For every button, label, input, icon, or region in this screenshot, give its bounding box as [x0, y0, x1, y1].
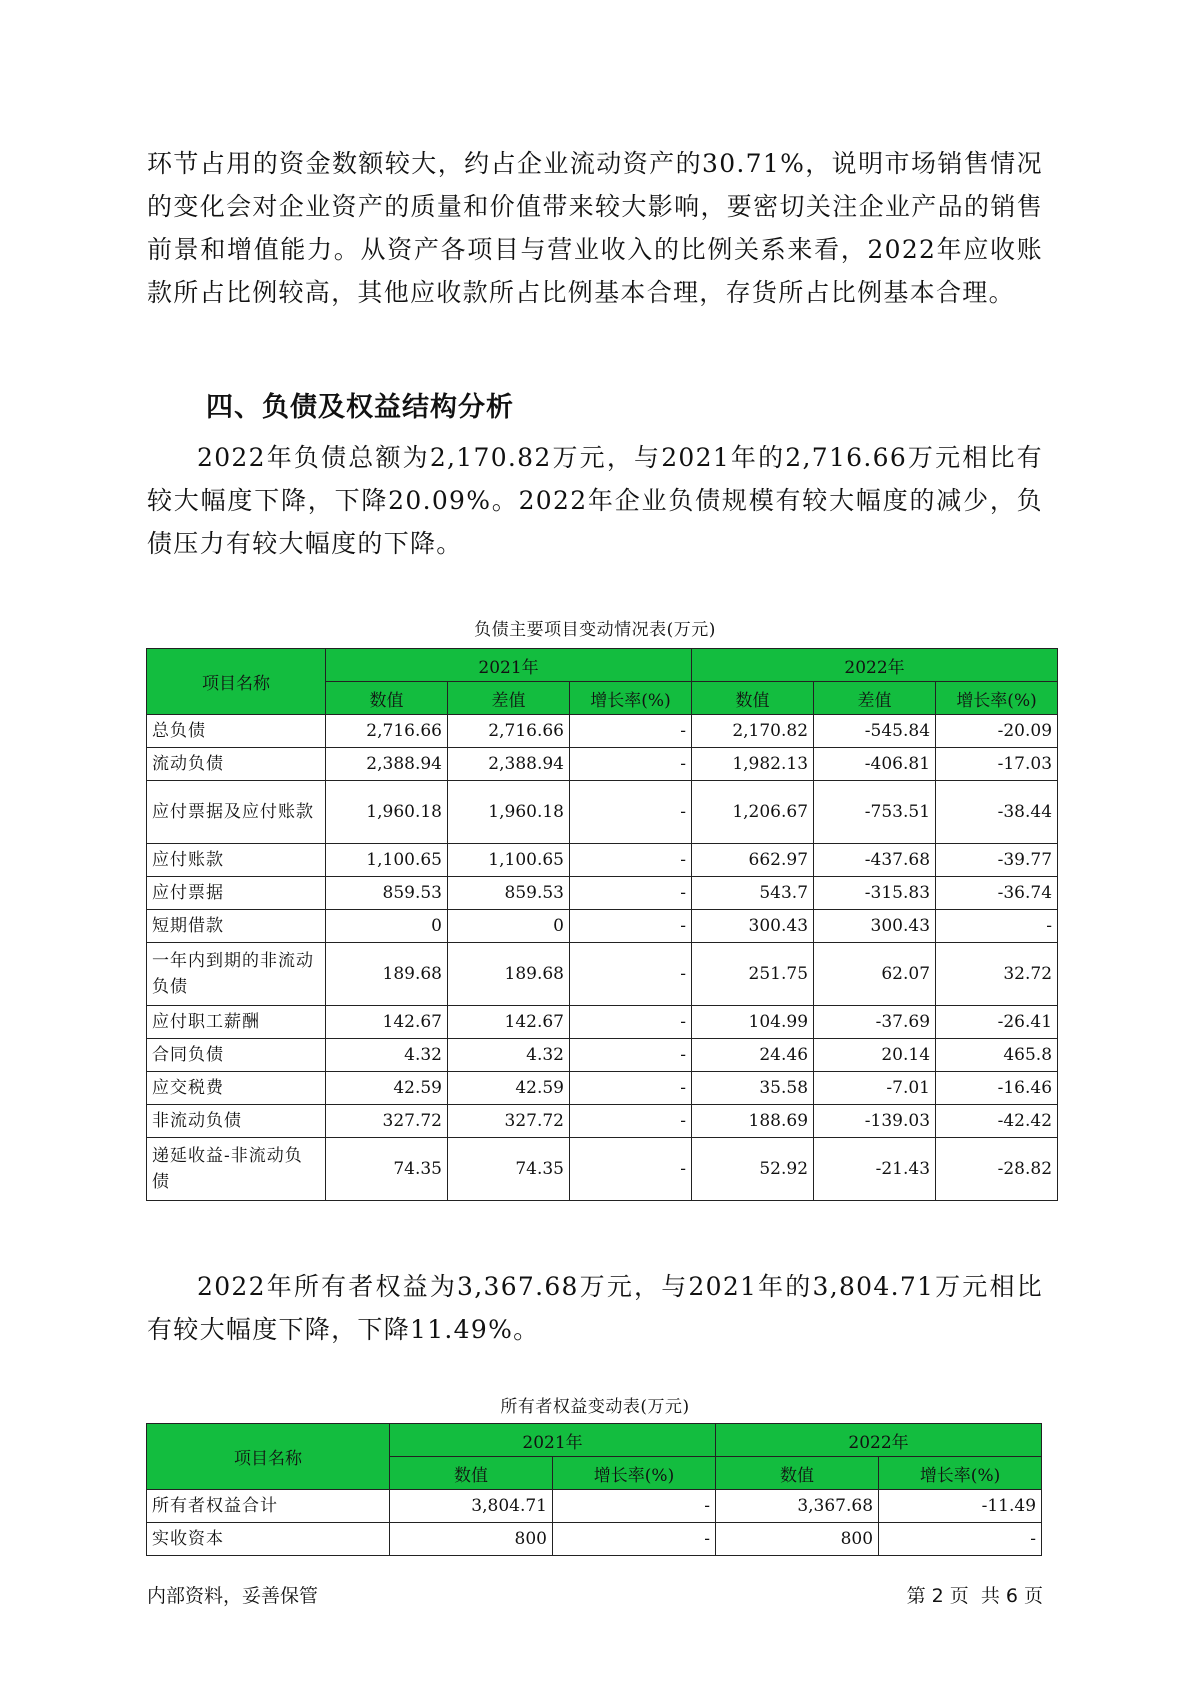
cell-diff-2022: -37.69 [814, 1006, 936, 1039]
cell-value-2022: 104.99 [692, 1006, 814, 1039]
cell-rate-2021: - [570, 943, 692, 1006]
cell-value-2022: 2,170.82 [692, 715, 814, 748]
equity-paragraph: 2022年所有者权益为3,367.68万元，与2021年的3,804.71万元相比有较大幅度下降，下降11.49%。 [147, 1272, 1043, 1344]
cell-rate-2021: - [570, 1138, 692, 1201]
header-value-2022: 数值 [716, 1457, 879, 1490]
cell-value-2022: 543.7 [692, 877, 814, 910]
cell-value-2022: 662.97 [692, 844, 814, 877]
cell-rate-2021: - [570, 844, 692, 877]
row-name: 应付账款 [147, 844, 326, 877]
cell-value-2021: 189.68 [326, 943, 448, 1006]
header-rate-2021: 增长率(%) [553, 1457, 716, 1490]
cell-diff-2022: -753.51 [814, 781, 936, 844]
header-item-name: 项目名称 [147, 649, 326, 715]
cell-diff-2021: 74.35 [448, 1138, 570, 1201]
table-row [147, 781, 1058, 844]
cell-diff-2021: 327.72 [448, 1105, 570, 1138]
header-value-2022: 数值 [692, 682, 814, 715]
header-diff-2021: 差值 [448, 682, 570, 715]
cell-value-2022: 188.69 [692, 1105, 814, 1138]
cell-value-2022: 3,367.68 [716, 1490, 879, 1523]
row-name: 短期借款 [147, 910, 326, 943]
header-year-2022: 2022年 [692, 649, 1058, 682]
cell-value-2022: 1,206.67 [692, 781, 814, 844]
equity-table-caption: 所有者权益变动表(万元) [500, 1397, 690, 1417]
cell-value-2021: 74.35 [326, 1138, 448, 1201]
header-rate-2022: 增长率(%) [879, 1457, 1042, 1490]
cell-value-2021: 1,960.18 [326, 781, 448, 844]
cell-rate-2022: -20.09 [936, 715, 1058, 748]
cell-rate-2021: - [570, 910, 692, 943]
cell-rate-2021: - [570, 748, 692, 781]
cell-value-2022: 24.46 [692, 1039, 814, 1072]
row-name: 流动负债 [147, 748, 326, 781]
table-row [147, 1039, 1058, 1072]
cell-value-2021: 1,100.65 [326, 844, 448, 877]
header-year-2021: 2021年 [390, 1424, 716, 1457]
row-name: 递延收益-非流动负债 [147, 1138, 326, 1201]
row-name: 应付票据及应付账款 [147, 781, 326, 844]
cell-diff-2021: 1,960.18 [448, 781, 570, 844]
row-name: 总负债 [147, 715, 326, 748]
cell-diff-2022: -139.03 [814, 1105, 936, 1138]
row-name: 应付职工薪酬 [147, 1006, 326, 1039]
cell-rate-2021: - [570, 1039, 692, 1072]
cell-diff-2021: 42.59 [448, 1072, 570, 1105]
table-row [147, 1490, 1042, 1523]
cell-value-2021: 2,388.94 [326, 748, 448, 781]
cell-value-2022: 52.92 [692, 1138, 814, 1201]
cell-rate-2021: - [570, 1072, 692, 1105]
liability-paragraph: 2022年负债总额为2,170.82万元，与2021年的2,716.66万元相比有较大幅度下降，下降20.09%。2022年企业负债规模有较大幅度的减少，负债压力有较大幅度的下降。 [147, 443, 1043, 558]
cell-diff-2022: -7.01 [814, 1072, 936, 1105]
header-value-2021: 数值 [390, 1457, 553, 1490]
cell-diff-2022: 62.07 [814, 943, 936, 1006]
cell-rate-2022: -17.03 [936, 748, 1058, 781]
row-name: 应付票据 [147, 877, 326, 910]
cell-diff-2021: 142.67 [448, 1006, 570, 1039]
cell-rate-2021: - [570, 715, 692, 748]
equity-table [146, 1423, 1042, 1556]
header-rate-2022: 增长率(%) [936, 682, 1058, 715]
liability-table [146, 648, 1058, 1201]
cell-value-2022: 800 [716, 1523, 879, 1556]
cell-rate-2022: 465.8 [936, 1039, 1058, 1072]
cell-diff-2021: 189.68 [448, 943, 570, 1006]
cell-rate-2021: - [570, 1105, 692, 1138]
liability-table-caption: 负债主要项目变动情况表(万元) [474, 620, 716, 640]
cell-diff-2021: 1,100.65 [448, 844, 570, 877]
cell-diff-2021: 859.53 [448, 877, 570, 910]
cell-value-2021: 4.32 [326, 1039, 448, 1072]
cell-diff-2022: -437.68 [814, 844, 936, 877]
cell-diff-2022: -21.43 [814, 1138, 936, 1201]
cell-rate-2022: -16.46 [936, 1072, 1058, 1105]
cell-rate-2021: - [570, 877, 692, 910]
row-name: 应交税费 [147, 1072, 326, 1105]
cell-rate-2022: -26.41 [936, 1006, 1058, 1039]
cell-rate-2021: - [553, 1490, 716, 1523]
table-row [147, 1105, 1058, 1138]
cell-rate-2021: - [570, 781, 692, 844]
header-year-2021: 2021年 [326, 649, 692, 682]
cell-value-2022: 1,982.13 [692, 748, 814, 781]
cell-rate-2022: - [879, 1523, 1042, 1556]
cell-diff-2022: 300.43 [814, 910, 936, 943]
cell-value-2022: 35.58 [692, 1072, 814, 1105]
row-name: 实收资本 [147, 1523, 390, 1556]
cell-value-2021: 142.67 [326, 1006, 448, 1039]
cell-diff-2021: 4.32 [448, 1039, 570, 1072]
cell-diff-2022: -315.83 [814, 877, 936, 910]
section-heading: 四、负债及权益结构分析 [206, 392, 514, 423]
table-row [147, 748, 1058, 781]
cell-rate-2022: - [936, 910, 1058, 943]
cell-diff-2021: 2,388.94 [448, 748, 570, 781]
row-name: 所有者权益合计 [147, 1490, 390, 1523]
cell-diff-2022: -545.84 [814, 715, 936, 748]
table-row [147, 1006, 1058, 1039]
cell-rate-2022: -38.44 [936, 781, 1058, 844]
cell-rate-2022: -42.42 [936, 1105, 1058, 1138]
cell-value-2021: 42.59 [326, 1072, 448, 1105]
cell-rate-2022: -11.49 [879, 1490, 1042, 1523]
table-row [147, 1138, 1058, 1201]
cell-rate-2021: - [553, 1523, 716, 1556]
cell-value-2021: 3,804.71 [390, 1490, 553, 1523]
cell-value-2021: 0 [326, 910, 448, 943]
header-year-2022: 2022年 [716, 1424, 1042, 1457]
row-name: 一年内到期的非流动负债 [147, 943, 326, 1006]
cell-diff-2021: 0 [448, 910, 570, 943]
header-value-2021: 数值 [326, 682, 448, 715]
cell-value-2022: 251.75 [692, 943, 814, 1006]
table-row [147, 1072, 1058, 1105]
cell-value-2021: 2,716.66 [326, 715, 448, 748]
row-name: 合同负债 [147, 1039, 326, 1072]
footer-confidential: 内部资料，妥善保管 [147, 1585, 319, 1607]
cell-rate-2021: - [570, 1006, 692, 1039]
cell-diff-2021: 2,716.66 [448, 715, 570, 748]
table-row [147, 844, 1058, 877]
header-diff-2022: 差值 [814, 682, 936, 715]
table-row [147, 877, 1058, 910]
footer-page-number: 第 2 页 共 6 页 [906, 1585, 1043, 1607]
cell-value-2021: 859.53 [326, 877, 448, 910]
cell-rate-2022: -39.77 [936, 844, 1058, 877]
cell-diff-2022: -406.81 [814, 748, 936, 781]
table-row [147, 715, 1058, 748]
cell-rate-2022: -36.74 [936, 877, 1058, 910]
cell-value-2022: 300.43 [692, 910, 814, 943]
intro-paragraph: 环节占用的资金数额较大，约占企业流动资产的30.71%，说明市场销售情况的变化会对企业资产的质量和价值带来较大影响，要密切关注企业产品的销售前景和增值能力。从资产各项目与营业收入的比例关系来看，2022年应收账款所占比例较高，其他应收款所占比例基本合理，存货所占比例基本合理。 [147, 149, 1043, 307]
cell-value-2021: 327.72 [326, 1105, 448, 1138]
table-row [147, 1523, 1042, 1556]
cell-rate-2022: -28.82 [936, 1138, 1058, 1201]
cell-diff-2022: 20.14 [814, 1039, 936, 1072]
row-name: 非流动负债 [147, 1105, 326, 1138]
table-row [147, 910, 1058, 943]
header-item-name: 项目名称 [147, 1424, 390, 1490]
table-row [147, 943, 1058, 1006]
cell-value-2021: 800 [390, 1523, 553, 1556]
header-rate-2021: 增长率(%) [570, 682, 692, 715]
cell-rate-2022: 32.72 [936, 943, 1058, 1006]
